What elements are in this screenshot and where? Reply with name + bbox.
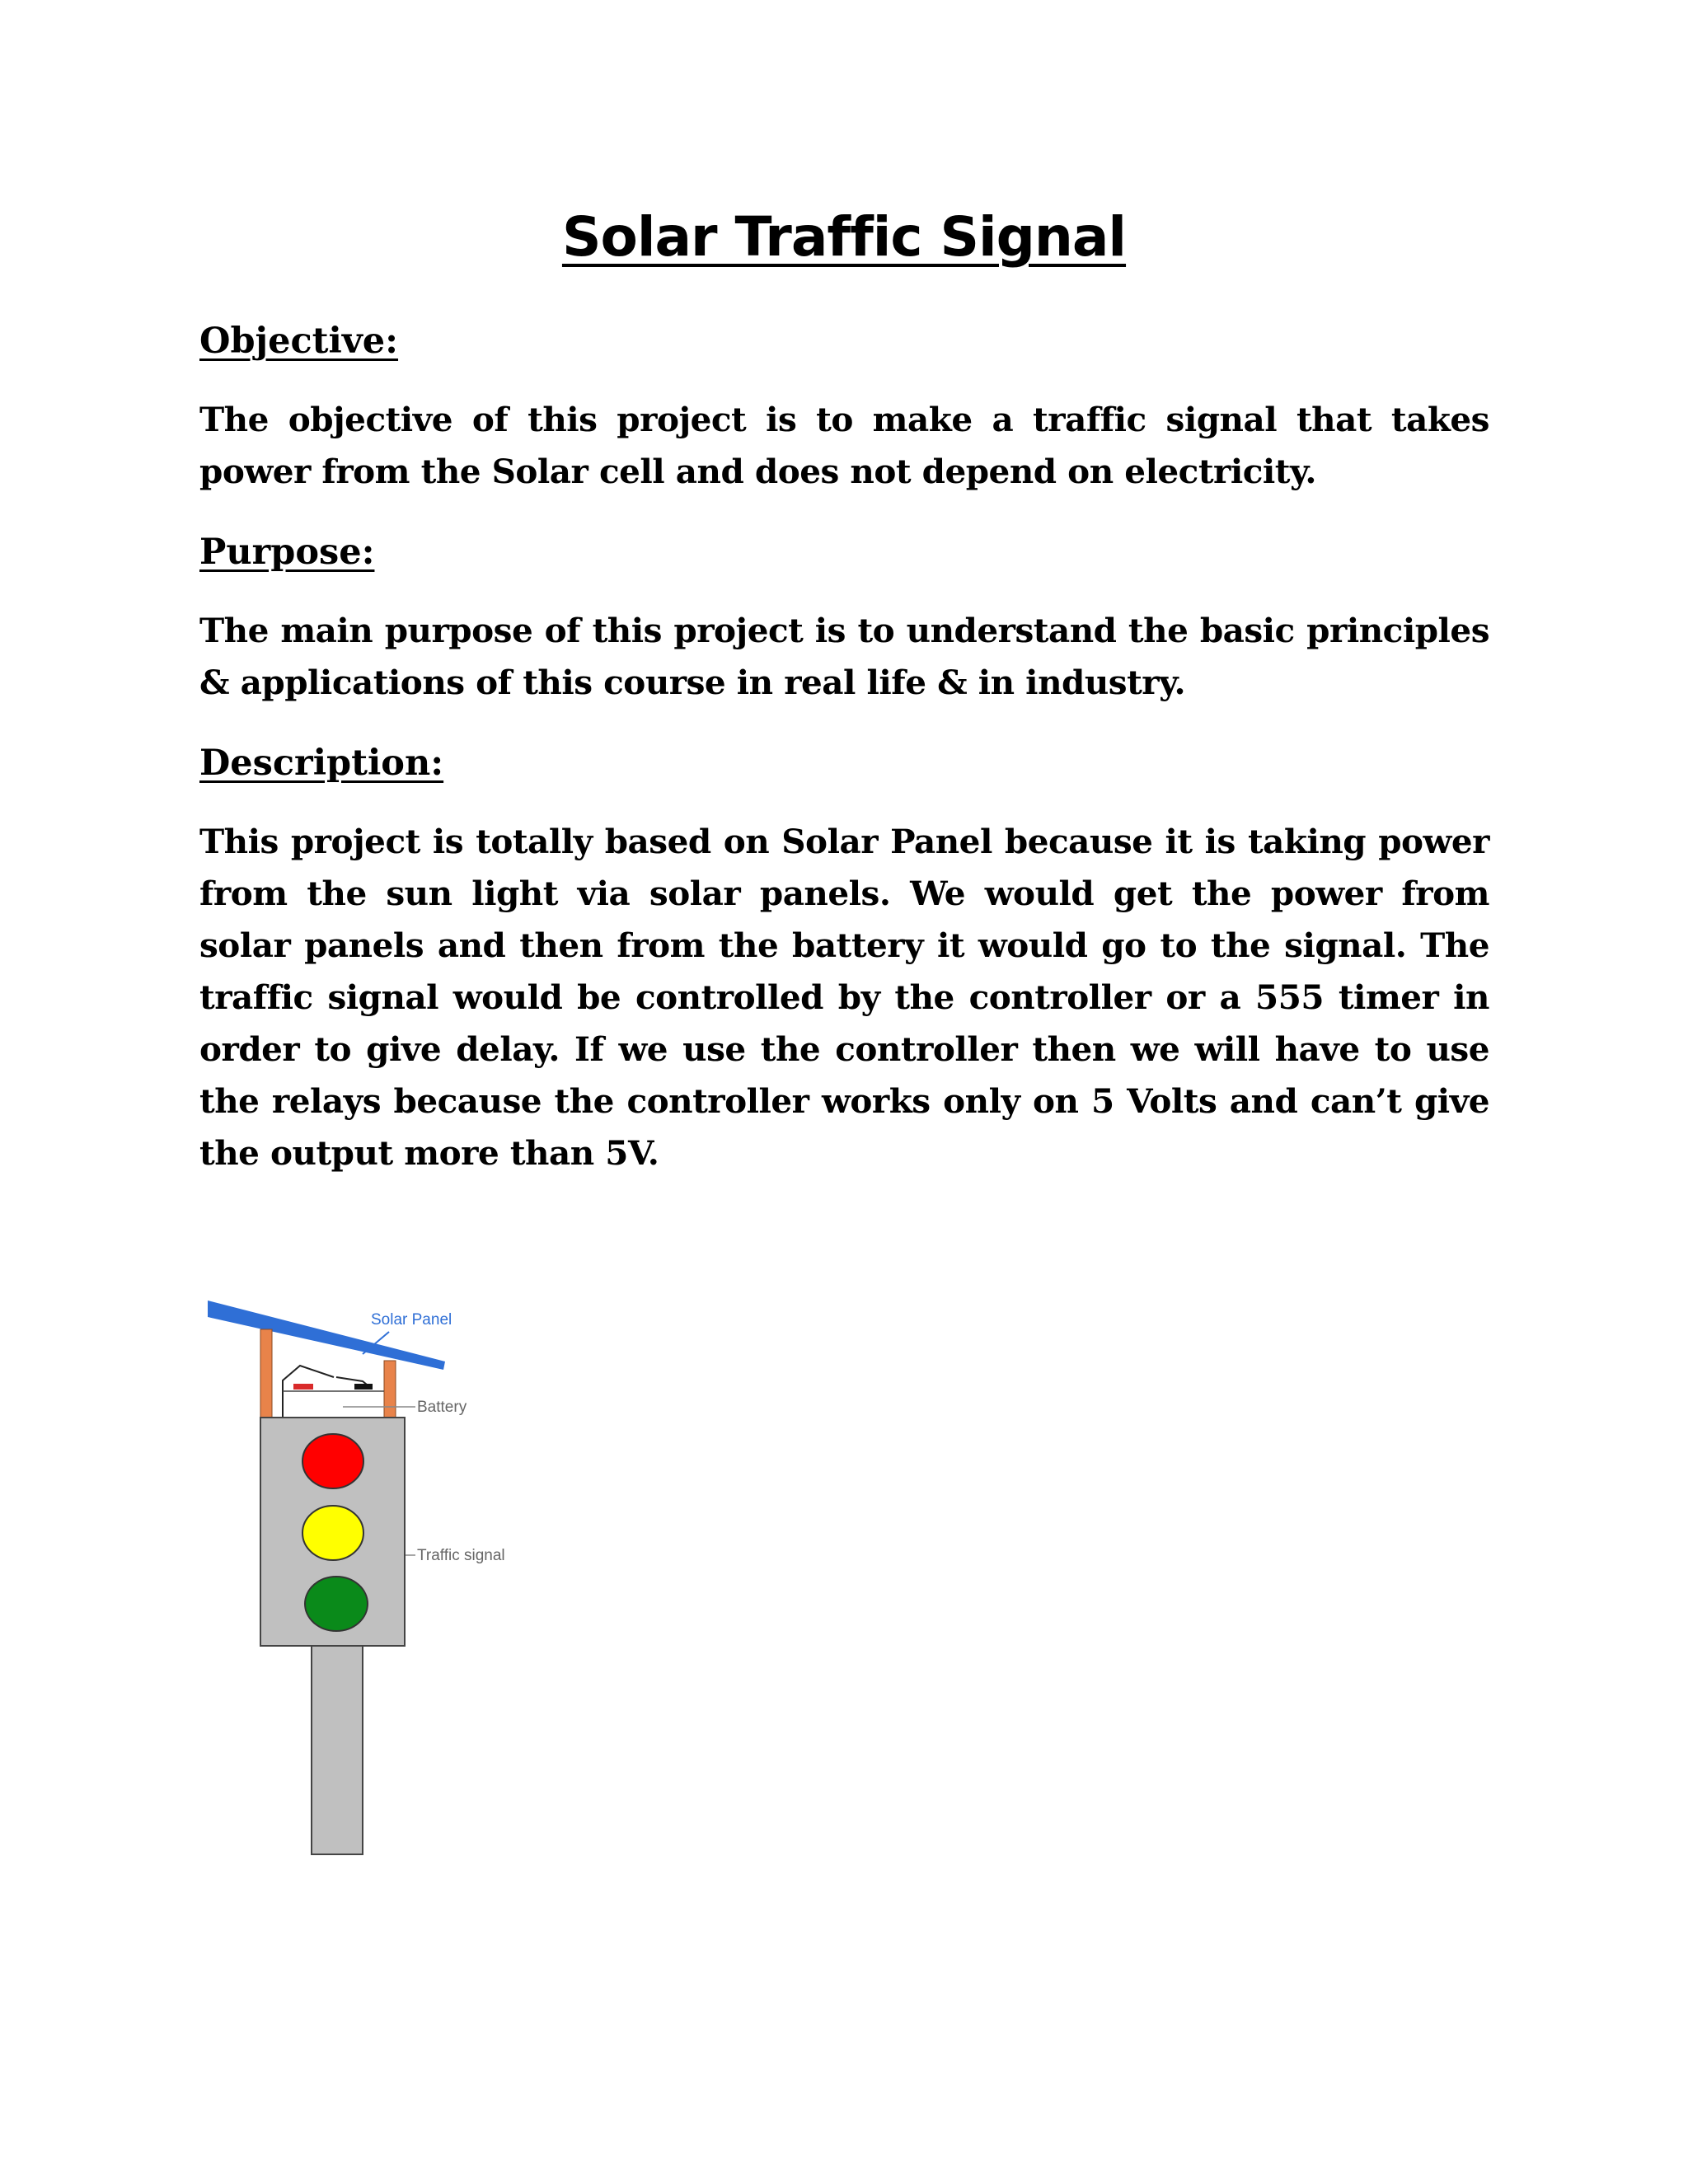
green-light	[305, 1577, 368, 1631]
page-title-text: Solar Traffic Signal	[561, 205, 1127, 269]
battery-terminal-positive	[293, 1384, 313, 1390]
purpose-paragraph: The main purpose of this project is to understand the basic principles & applications of this course in real life & in industry.	[199, 611, 1489, 702]
yellow-light	[302, 1506, 363, 1560]
battery-label: Battery	[417, 1399, 467, 1416]
solar-traffic-signal-diagram	[198, 1294, 544, 1871]
page-title	[0, 204, 1688, 270]
traffic-signal-label: Traffic signal	[417, 1547, 505, 1564]
signal-pole	[312, 1646, 363, 1854]
panel-support-left	[260, 1329, 272, 1418]
objective-paragraph: The objective of this project is to make a traffic signal that takes power from the Solar cell and does not depend on electricity.	[199, 400, 1489, 491]
objective-heading: Objective:	[199, 321, 399, 362]
red-light	[302, 1434, 363, 1488]
diagram-drawing	[198, 1294, 544, 1871]
description-paragraph: This project is totally based on Solar Panel because it is taking power from the sun light via solar panels. We would get the power from solar panels and then from the battery it would go to the signal. The traffic signal would be controlled by the controller or a 555 timer in order to give delay. If we use the controller then we will have to use the relays because the controller works only on 5 Volts and can’t give the output more than 5V.	[199, 822, 1489, 1173]
solar-panel-label: Solar Panel	[371, 1311, 452, 1329]
battery-terminal-negative	[354, 1384, 373, 1390]
purpose-heading: Purpose:	[199, 532, 375, 573]
panel-support-right	[384, 1361, 396, 1418]
description-heading: Description:	[199, 743, 444, 784]
